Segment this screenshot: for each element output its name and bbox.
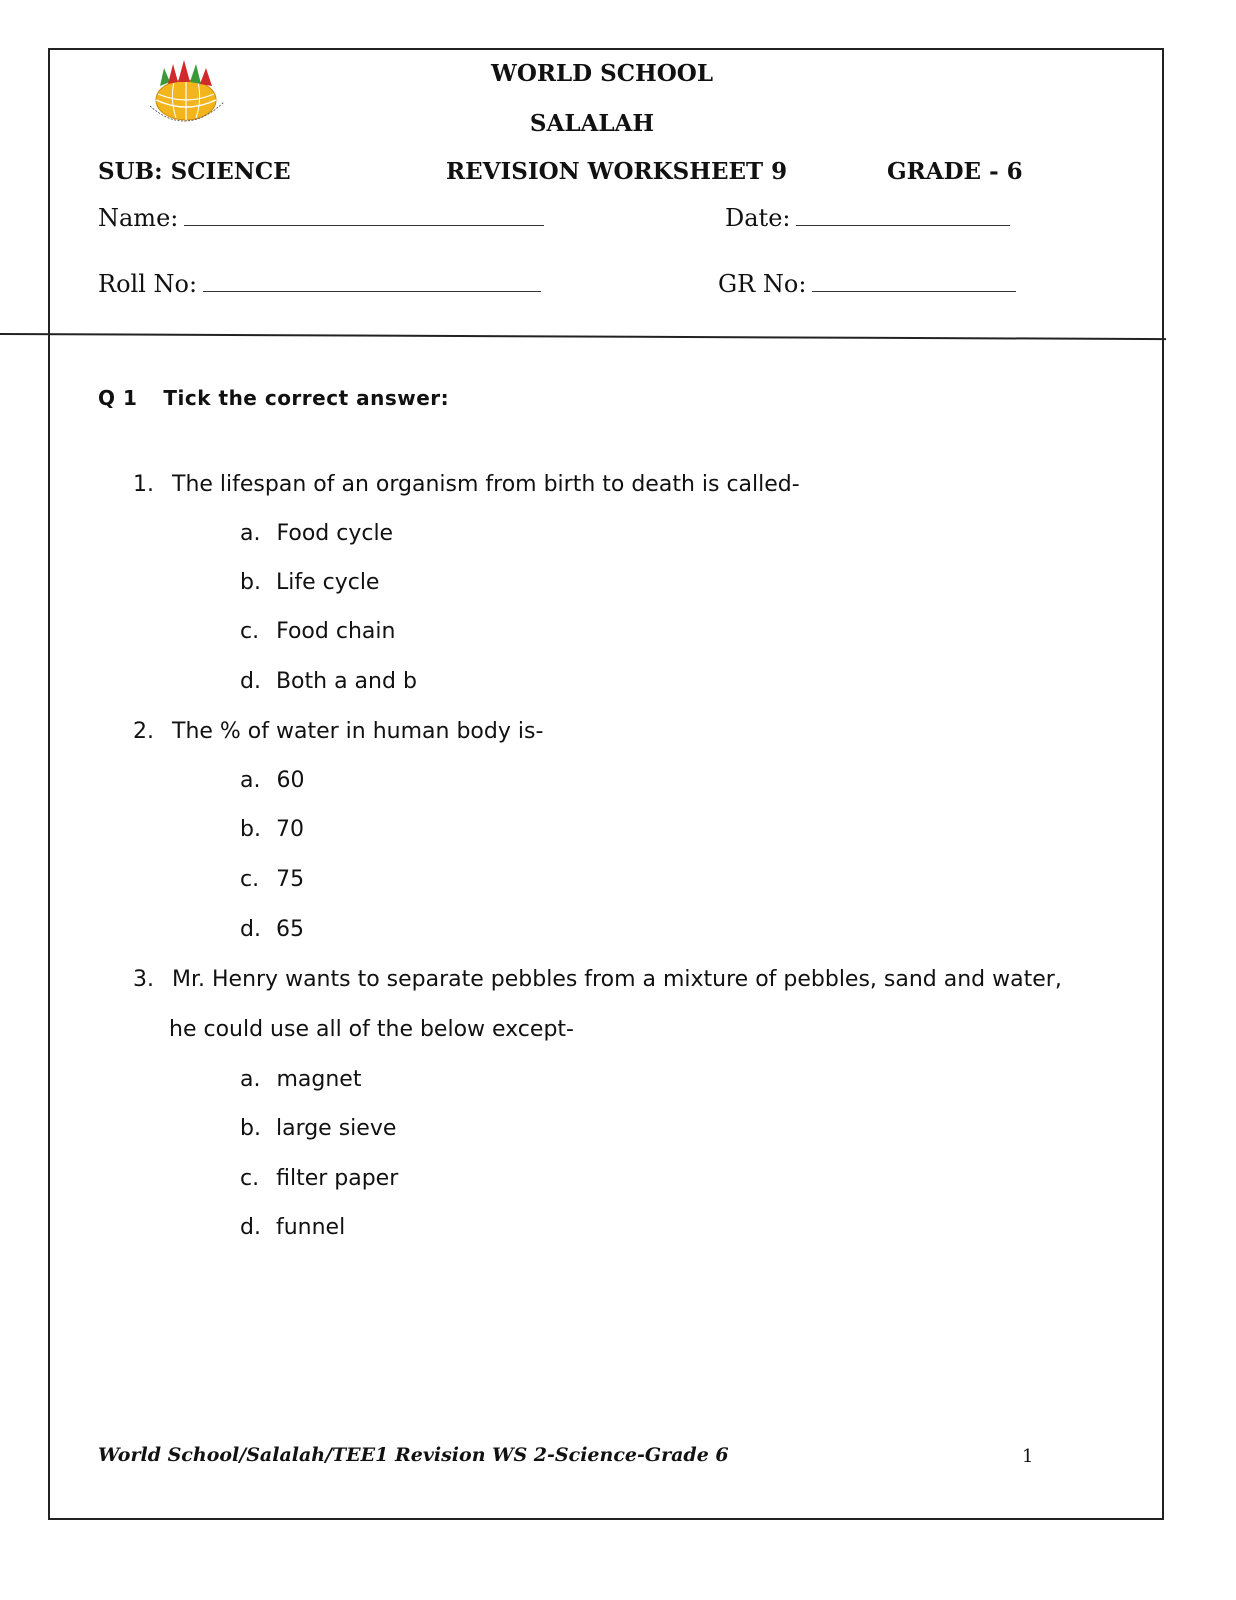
section-instruction: Tick the correct answer: xyxy=(163,386,450,410)
option-2d[interactable] xyxy=(240,917,304,942)
option-letter: c. xyxy=(240,867,260,892)
question-number: 1. xyxy=(133,472,154,497)
option-letter: d. xyxy=(240,669,261,694)
option-2a[interactable] xyxy=(240,768,304,793)
worksheet-title: REVISION WORKSHEET 9 xyxy=(446,158,788,185)
option-letter: d. xyxy=(240,917,261,942)
option-letter: c. xyxy=(240,619,260,644)
section-number: Q 1 xyxy=(98,386,138,410)
option-3d[interactable] xyxy=(240,1215,345,1240)
option-text: Food cycle xyxy=(276,521,394,546)
option-2b[interactable] xyxy=(240,817,304,842)
footer-text: World School/Salalah/TEE1 Revision WS 2-Science-Grade 6 xyxy=(98,1444,729,1466)
question-number: 2. xyxy=(133,719,154,744)
option-1d[interactable] xyxy=(240,669,417,694)
option-letter: c. xyxy=(240,1166,260,1191)
name-label: Name: xyxy=(98,204,179,232)
option-text: 70 xyxy=(275,817,304,842)
option-text: Both a and b xyxy=(275,669,417,694)
school-city: SALALAH xyxy=(529,110,655,137)
option-text: Life cycle xyxy=(275,570,380,595)
option-3c[interactable] xyxy=(240,1166,398,1191)
option-letter: a. xyxy=(240,1067,261,1092)
option-text: magnet xyxy=(276,1067,362,1092)
option-3a[interactable] xyxy=(240,1067,361,1092)
option-text: Food chain xyxy=(276,619,396,644)
option-letter: a. xyxy=(240,768,261,793)
gr-input-line[interactable] xyxy=(812,271,1016,292)
page-number: 1 xyxy=(1022,1446,1034,1467)
option-letter: b. xyxy=(240,817,261,842)
option-text: funnel xyxy=(275,1215,346,1240)
roll-field[interactable] xyxy=(98,270,541,298)
question-1 xyxy=(133,472,800,497)
section-heading xyxy=(98,386,449,410)
subject-label: SUB: SCIENCE xyxy=(98,158,291,185)
name-input-line[interactable] xyxy=(184,205,544,226)
question-text: Mr. Henry wants to separate pebbles from a mixture of pebbles, sand and water, xyxy=(172,967,1062,992)
page-border xyxy=(48,48,1164,1520)
gr-field[interactable] xyxy=(718,270,1016,298)
question-text: The lifespan of an organism from birth to death is called- xyxy=(172,472,800,497)
date-label: Date: xyxy=(725,204,791,232)
option-2c[interactable] xyxy=(240,867,304,892)
option-text: filter paper xyxy=(276,1166,399,1191)
option-text: 65 xyxy=(275,917,304,942)
option-text: large sieve xyxy=(275,1116,397,1141)
date-field[interactable] xyxy=(725,204,1010,232)
option-letter: b. xyxy=(240,1116,261,1141)
option-1c[interactable] xyxy=(240,619,395,644)
option-text: 75 xyxy=(276,867,305,892)
roll-input-line[interactable] xyxy=(203,271,541,292)
option-text: 60 xyxy=(276,768,305,793)
date-input-line[interactable] xyxy=(796,205,1010,226)
question-3-line2: he could use all of the below except- xyxy=(169,1017,574,1042)
option-letter: d. xyxy=(240,1215,261,1240)
option-letter: b. xyxy=(240,570,261,595)
option-1b[interactable] xyxy=(240,570,379,595)
question-2 xyxy=(133,719,543,744)
name-field[interactable] xyxy=(98,204,544,232)
question-number: 3. xyxy=(133,967,154,992)
school-name: WORLD SCHOOL xyxy=(491,60,713,87)
grade-label: GRADE - 6 xyxy=(887,158,1023,185)
question-text: The % of water in human body is- xyxy=(172,719,544,744)
option-1a[interactable] xyxy=(240,521,393,546)
roll-label: Roll No: xyxy=(98,270,198,298)
option-letter: a. xyxy=(240,521,261,546)
option-3b[interactable] xyxy=(240,1116,396,1141)
gr-label: GR No: xyxy=(718,270,807,298)
question-3 xyxy=(133,967,1062,992)
